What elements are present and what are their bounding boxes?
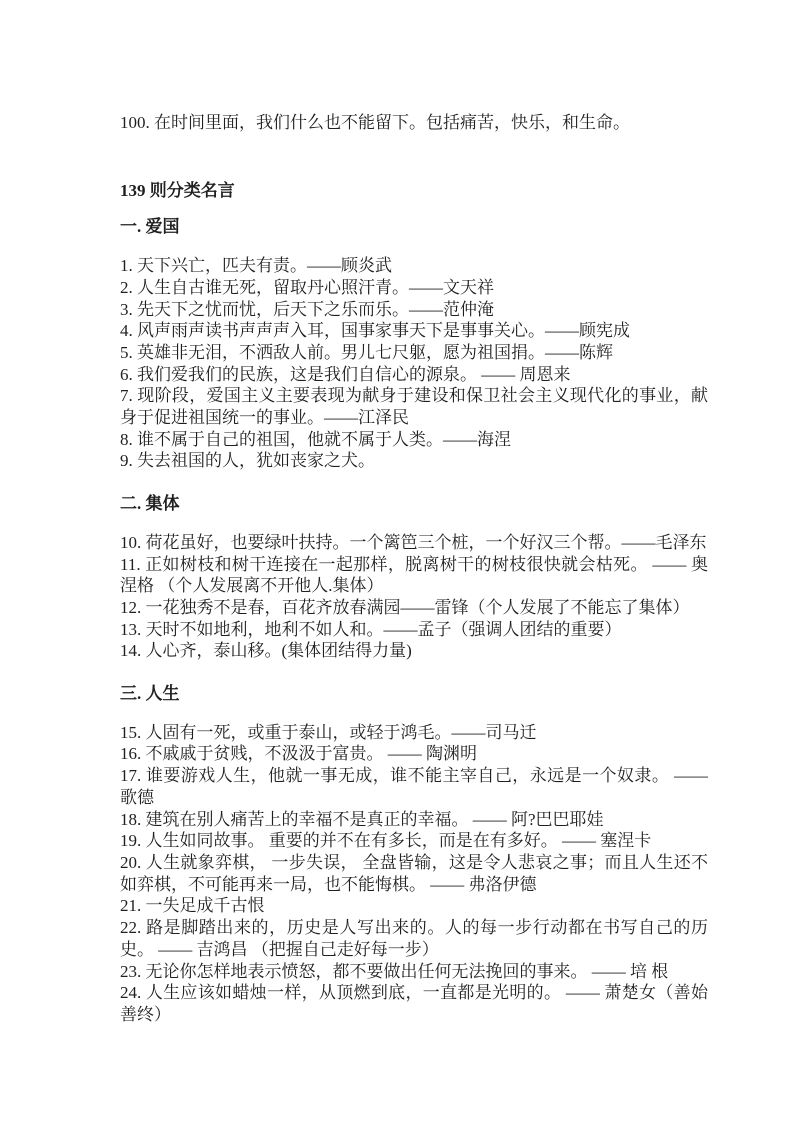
quote-line: 9. 失去祖国的人，犹如丧家之犬。	[120, 451, 375, 471]
quote-line: 23. 无论你怎样地表示愤怒，都不要做出任何无法挽回的事来。 —— 培 根	[120, 961, 669, 981]
quote-line: 14. 人心齐，泰山移。(集体团结得力量)	[120, 641, 412, 661]
quote-line: 18. 建筑在别人痛苦上的幸福不是真正的幸福。 —— 阿?巴巴耶娃	[120, 809, 604, 829]
quote-line: 6. 我们爱我们的民族，这是我们自信心的源泉。 —— 周恩来	[120, 364, 571, 384]
quote-line: 1. 天下兴亡，匹夫有责。——顾炎武	[120, 256, 392, 276]
quote-line: 10. 荷花虽好，也要绿叶扶持。一个篱笆三个桩，一个好汉三个帮。——毛泽东	[120, 532, 707, 552]
section-heading: 二. 集体	[120, 494, 180, 514]
document-content	[120, 112, 708, 1026]
quote-line: 17. 谁要游戏人生，他就一事无成，谁不能主宰自己，永远是一个奴隶。 ——歌德	[120, 766, 708, 807]
section-heading: 一. 爱国	[120, 217, 180, 237]
closing-quote-line: 100. 在时间里面，我们什么也不能留下。包括痛苦，快乐，和生命。	[120, 113, 630, 132]
sections	[120, 216, 708, 1025]
quote-list	[120, 722, 708, 1026]
section-2	[120, 493, 708, 662]
quote-line: 5. 英雄非无泪，不洒敌人前。男儿七尺躯，愿为祖国捐。——陈辉	[120, 342, 613, 362]
document-title: 139 则分类名言	[120, 180, 235, 200]
quote-line: 21. 一失足成千古恨	[120, 896, 265, 916]
section-heading: 三. 人生	[120, 684, 180, 704]
quote-line: 8. 谁不属于自己的祖国，他就不属于人类。——海涅	[120, 429, 511, 449]
quote-line: 2. 人生自古谁无死，留取丹心照汗青。——文天祥	[120, 277, 494, 297]
quote-line: 12. 一花独秀不是春，百花齐放春满园——雷锋（个人发展了不能忘了集体）	[120, 597, 690, 617]
quote-list	[120, 255, 708, 472]
quote-line: 22. 路是脚踏出来的，历史是人写出来的。人的每一步行动都在书写自己的历史。 —— 吉鸿昌 （把握自己走好每一步）	[120, 918, 708, 959]
quote-line: 16. 不戚戚于贫贱，不汲汲于富贵。 —— 陶渊明	[120, 744, 477, 764]
quote-line: 19. 人生如同故事。 重要的并不在有多长，而是在有多好。 —— 塞涅卡	[120, 831, 652, 851]
quote-line: 20. 人生就象弈棋， 一步失误， 全盘皆输，这是令人悲哀之事；而且人生还不如弈棋，不可能再来一局，也不能悔棋。 —— 弗洛伊德	[120, 852, 708, 894]
quote-line: 11. 正如树枝和树干连接在一起那样，脱离树干的树枝很快就会枯死。 —— 奥涅格 （个人发展离不开他人.集体）	[120, 554, 708, 596]
quote-line: 13. 天时不如地利，地利不如人和。——孟子（强调人团结的重要）	[120, 619, 622, 639]
section-3	[120, 683, 708, 1026]
quote-line: 24. 人生应该如蜡烛一样，从顶燃到底，一直都是光明的。 —— 萧楚女（善始善终）	[120, 983, 708, 1024]
quote-line: 15. 人固有一死，或重于泰山，或轻于鸿毛。——司马迁	[120, 722, 537, 742]
section-1	[120, 216, 708, 472]
quote-line: 3. 先天下之忧而忧，后天下之乐而乐。——范仲淹	[120, 299, 494, 319]
quote-list	[120, 532, 708, 662]
quote-line: 4. 风声雨声读书声声声入耳，国事家事天下是事事关心。——顾宪成	[120, 321, 630, 341]
quote-line: 7. 现阶段，爱国主义主要表现为献身于建设和保卫社会主义现代化的事业，献身于促进祖国统一的事业。——江泽民	[120, 386, 708, 428]
